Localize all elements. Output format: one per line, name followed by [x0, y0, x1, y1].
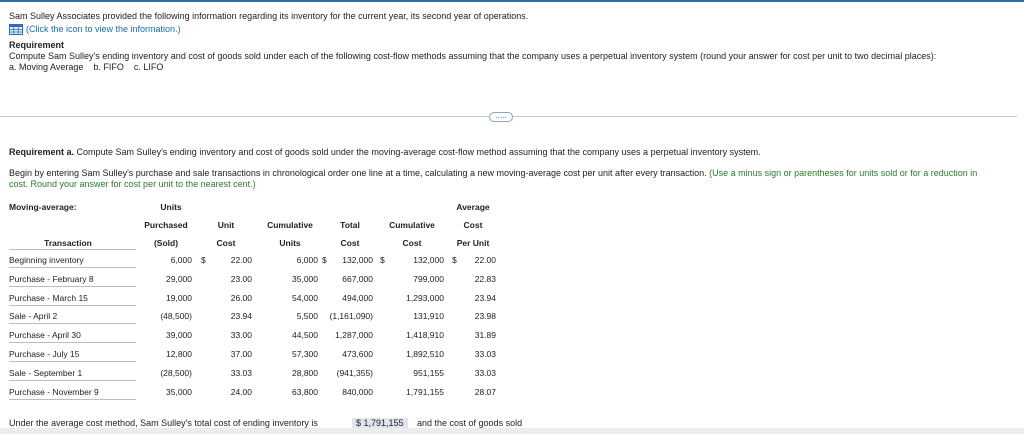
part-a-instruction-line-1: [9, 168, 977, 179]
row-rule: [9, 323, 136, 324]
header-units-2: Purchased: [144, 220, 188, 230]
conclusion-text: Under the average cost method, Sam Sulley's total cost of ending inventory is: [9, 418, 318, 428]
units-cell[interactable]: (48,500): [160, 311, 192, 322]
header-rule: [9, 249, 136, 250]
units-cell[interactable]: 29,000: [166, 273, 192, 284]
unit-cost-cell[interactable]: 26.00: [230, 292, 252, 303]
units-cell[interactable]: 6,000: [170, 255, 192, 265]
cum-cost-cell[interactable]: 1,418,910: [406, 330, 444, 341]
cum-cost-cell[interactable]: 951,155: [413, 367, 444, 378]
total-cost-cell[interactable]: 132,000: [342, 255, 373, 265]
total-cost-cell[interactable]: 667,000: [342, 273, 373, 284]
problem-intro: Sam Sulley Associates provided the following information regarding its inventory for the current year, its second year of operations.: [9, 11, 529, 21]
total-cost-cell[interactable]: (941,355): [336, 367, 373, 378]
header-avg-2: Cost: [463, 220, 483, 230]
header-cum-cost-2: Cost: [402, 238, 422, 248]
header-avg-3: Per Unit: [456, 238, 490, 248]
requirement-text: Compute Sam Sulley's ending inventory and cost of goods sold under each of the following cost-flow methods assuming that the company uses a perpetual inventory system (round your answer for cost per unit to two decimal places):: [9, 51, 937, 61]
unit-cost-cell[interactable]: 33.00: [230, 330, 252, 341]
cum-units-cell[interactable]: 44,500: [292, 330, 318, 341]
header-unit-2: Cost: [216, 238, 236, 248]
unit-cost-cell[interactable]: 22.00: [230, 255, 252, 265]
total-cost-cell[interactable]: 494,000: [342, 292, 373, 303]
row-label: Beginning inventory: [9, 255, 84, 265]
row-label: Purchase - March 15: [9, 292, 88, 303]
total-currency: $: [322, 255, 327, 265]
units-cell[interactable]: 19,000: [166, 292, 192, 303]
row-rule: [9, 399, 136, 400]
cum-cost-currency: $: [380, 255, 385, 265]
row-rule: [9, 380, 136, 381]
units-currency: $: [201, 255, 206, 265]
unit-cost-cell[interactable]: 23.94: [230, 311, 252, 322]
units-cell[interactable]: 35,000: [166, 386, 192, 397]
unit-cost-cell[interactable]: 23.00: [230, 273, 252, 284]
avg-cost-cell[interactable]: 22.83: [474, 273, 496, 284]
avg-cost-cell[interactable]: 33.03: [474, 349, 496, 359]
units-cell[interactable]: 39,000: [166, 330, 192, 341]
avg-cost-cell[interactable]: 31.89: [474, 330, 496, 341]
header-units-1: Units: [160, 202, 182, 212]
cum-cost-cell[interactable]: 1,892,510: [406, 349, 444, 359]
row-label: Purchase - November 9: [9, 386, 99, 397]
avg-cost-cell[interactable]: 22.00: [474, 255, 496, 265]
cum-units-cell[interactable]: 6,000: [296, 255, 318, 265]
conclusion-text-end: and the cost of goods sold: [417, 418, 523, 428]
total-cost-cell[interactable]: 840,000: [342, 386, 373, 397]
row-rule: [9, 361, 136, 362]
header-total-1: Total: [340, 220, 360, 230]
avg-currency: $: [452, 255, 457, 265]
data-table-icon[interactable]: [9, 24, 23, 35]
header-cum-cost-1: Cumulative: [389, 220, 435, 230]
header-units-3: (Sold): [153, 238, 179, 248]
unit-cost-cell[interactable]: 37.00: [230, 349, 252, 359]
avg-cost-cell[interactable]: 23.94: [474, 292, 496, 303]
total-cost-cell[interactable]: 1,287,000: [335, 330, 373, 341]
view-information-link[interactable]: [9, 23, 181, 35]
avg-cost-cell[interactable]: 33.03: [474, 367, 496, 378]
row-label: Sale - September 1: [9, 367, 83, 378]
cum-units-cell[interactable]: 54,000: [292, 292, 318, 303]
avg-cost-cell[interactable]: 28.07: [474, 386, 496, 397]
cum-cost-cell[interactable]: 1,293,000: [406, 292, 444, 303]
cum-cost-cell[interactable]: 132,000: [413, 255, 444, 265]
expand-button[interactable]: .....: [489, 112, 513, 122]
cum-units-cell[interactable]: 35,000: [292, 273, 318, 284]
row-label: Purchase - July 15: [9, 349, 80, 359]
instruction-hint-continued: cost. Round your answer for cost per unit to the nearest cent.): [9, 179, 256, 189]
ending-inventory-answer: $ 1,791,155: [356, 418, 404, 428]
row-label: Purchase - April 30: [9, 330, 81, 341]
cum-units-cell[interactable]: 28,800: [292, 367, 318, 378]
header-cum-units-1: Cumulative: [267, 220, 313, 230]
header-avg-1: Average: [456, 202, 490, 212]
avg-cost-cell[interactable]: 23.98: [474, 311, 496, 322]
cum-units-cell[interactable]: 5,500: [296, 311, 318, 322]
units-cell[interactable]: 12,800: [166, 349, 192, 359]
row-rule: [9, 267, 136, 268]
total-cost-cell[interactable]: (1,161,090): [329, 311, 373, 322]
cum-cost-cell[interactable]: 799,000: [413, 273, 444, 284]
part-a-label: Requirement a.: [9, 147, 75, 157]
header-cum-units-2: Units: [279, 238, 301, 248]
bottom-scroll-area: [0, 428, 1024, 434]
header-unit-1: Unit: [217, 220, 235, 230]
unit-cost-cell[interactable]: 24.00: [230, 386, 252, 397]
cum-cost-cell[interactable]: 131,910: [413, 311, 444, 322]
instruction-hint: (Use a minus sign or parentheses for units sold or for a reduction in: [709, 168, 978, 178]
total-cost-cell[interactable]: 473,600: [342, 349, 373, 359]
unit-cost-cell[interactable]: 33.03: [230, 367, 252, 378]
part-a-text: Compute Sam Sulley's ending inventory and cost of goods sold under the moving-average cost-flow method assuming that the company uses a perpetual inventory system.: [74, 147, 761, 157]
cum-units-cell[interactable]: 57,300: [292, 349, 318, 359]
table-title: Moving-average:: [9, 202, 77, 212]
requirement-heading: Requirement: [9, 40, 65, 50]
top-accent-bar: [0, 0, 1024, 2]
header-transaction: Transaction: [44, 238, 92, 248]
units-cell[interactable]: (28,500): [160, 367, 192, 378]
row-label: Purchase - February 8: [9, 273, 94, 284]
row-label: Sale - April 2: [9, 311, 58, 322]
requirement-options: a. Moving Average b. FIFO c. LIFO: [9, 62, 164, 72]
cum-cost-cell[interactable]: 1,791,155: [406, 386, 444, 397]
view-information-label[interactable]: (Click the icon to view the information.): [26, 24, 181, 34]
instruction-text: Begin by entering Sam Sulley's purchase and sale transactions in chronological order one line at a time, calculating a new moving-average cost per unit after every transaction.: [9, 168, 707, 178]
row-rule: [9, 305, 136, 306]
row-rule: [9, 342, 136, 343]
row-rule: [9, 286, 136, 287]
cum-units-cell[interactable]: 63,800: [292, 386, 318, 397]
part-a-prompt: [9, 147, 761, 158]
header-total-2: Cost: [340, 238, 360, 248]
